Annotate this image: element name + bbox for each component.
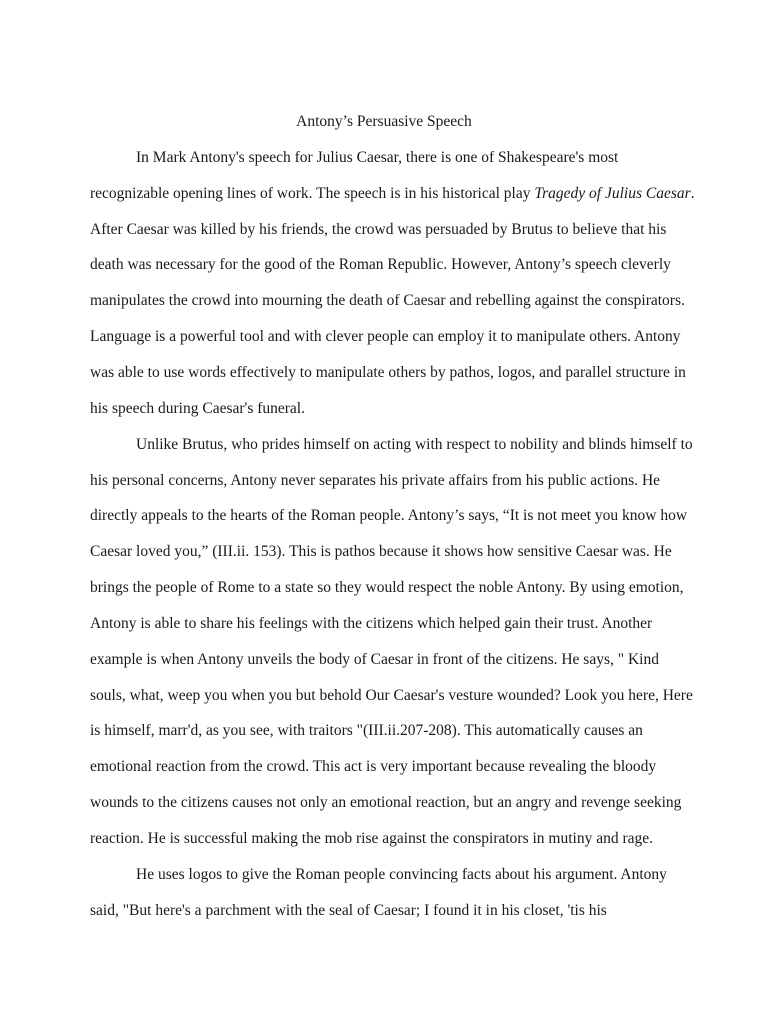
paragraph-line: his speech during Caesar's funeral.: [90, 400, 305, 417]
paragraph-line: In Mark Antony's speech for Julius Caesar, there is one of Shakespeare's most: [136, 149, 619, 166]
document-title: Antony’s Persuasive Speech: [296, 113, 472, 130]
line-text: .: [690, 185, 695, 202]
paragraph-line: He uses logos to give the Roman people convincing facts about his argument. Antony: [136, 866, 667, 883]
paragraph-line: was able to use words effectively to manipulate others by pathos, logos, and parallel structure in: [90, 364, 686, 381]
paragraph-line: After Caesar was killed by his friends, the crowd was persuaded by Brutus to believe that his: [90, 221, 667, 238]
paragraph-line: reaction. He is successful making the mob rise against the conspirators in mutiny and rage.: [90, 830, 654, 847]
paragraph-line: death was necessary for the good of the Roman Republic. However, Antony’s speech cleverly: [90, 256, 671, 273]
paragraph-line: wounds to the citizens causes not only an emotional reaction, but an angry and revenge seeking: [90, 794, 682, 811]
line-text: recognizable opening lines of work. The speech is in his historical play: [90, 185, 535, 202]
paragraph-line: directly appeals to the hearts of the Roman people. Antony’s says, “It is not meet you know how: [90, 507, 688, 524]
paragraph-line: brings the people of Rome to a state so they would respect the noble Antony. By using emotion,: [90, 579, 684, 596]
play-title: Tragedy of Julius Caesar: [534, 185, 691, 202]
paragraph-line: Antony is able to share his feelings with the citizens which helped gain their trust. Another: [90, 615, 653, 632]
paragraph-line: his personal concerns, Antony never separates his private affairs from his public actions. He: [90, 472, 661, 489]
paragraph-line: example is when Antony unveils the body of Caesar in front of the citizens. He says, " Kind: [90, 651, 659, 668]
paragraph-line: [90, 185, 695, 203]
paragraph-line: is himself, marr'd, as you see, with traitors "(III.ii.207-208). This automatically causes an: [90, 722, 643, 739]
paragraph-line: Unlike Brutus, who prides himself on acting with respect to nobility and blinds himself to: [136, 436, 693, 453]
paragraph-line: souls, what, weep you when you but behold Our Caesar's vesture wounded? Look you here, Here: [90, 687, 693, 704]
paragraph-line: Caesar loved you,” (III.ii. 153). This is pathos because it shows how sensitive Caesar was. He: [90, 543, 672, 560]
paragraph-line: emotional reaction from the crowd. This act is very important because revealing the bloody: [90, 758, 657, 775]
paragraph-line: Language is a powerful tool and with clever people can employ it to manipulate others. Antony: [90, 328, 681, 345]
paragraph-line: said, "But here's a parchment with the seal of Caesar; I found it in his closet, 'tis his: [90, 902, 607, 919]
paragraph-line: manipulates the crowd into mourning the death of Caesar and rebelling against the conspirators.: [90, 292, 685, 309]
